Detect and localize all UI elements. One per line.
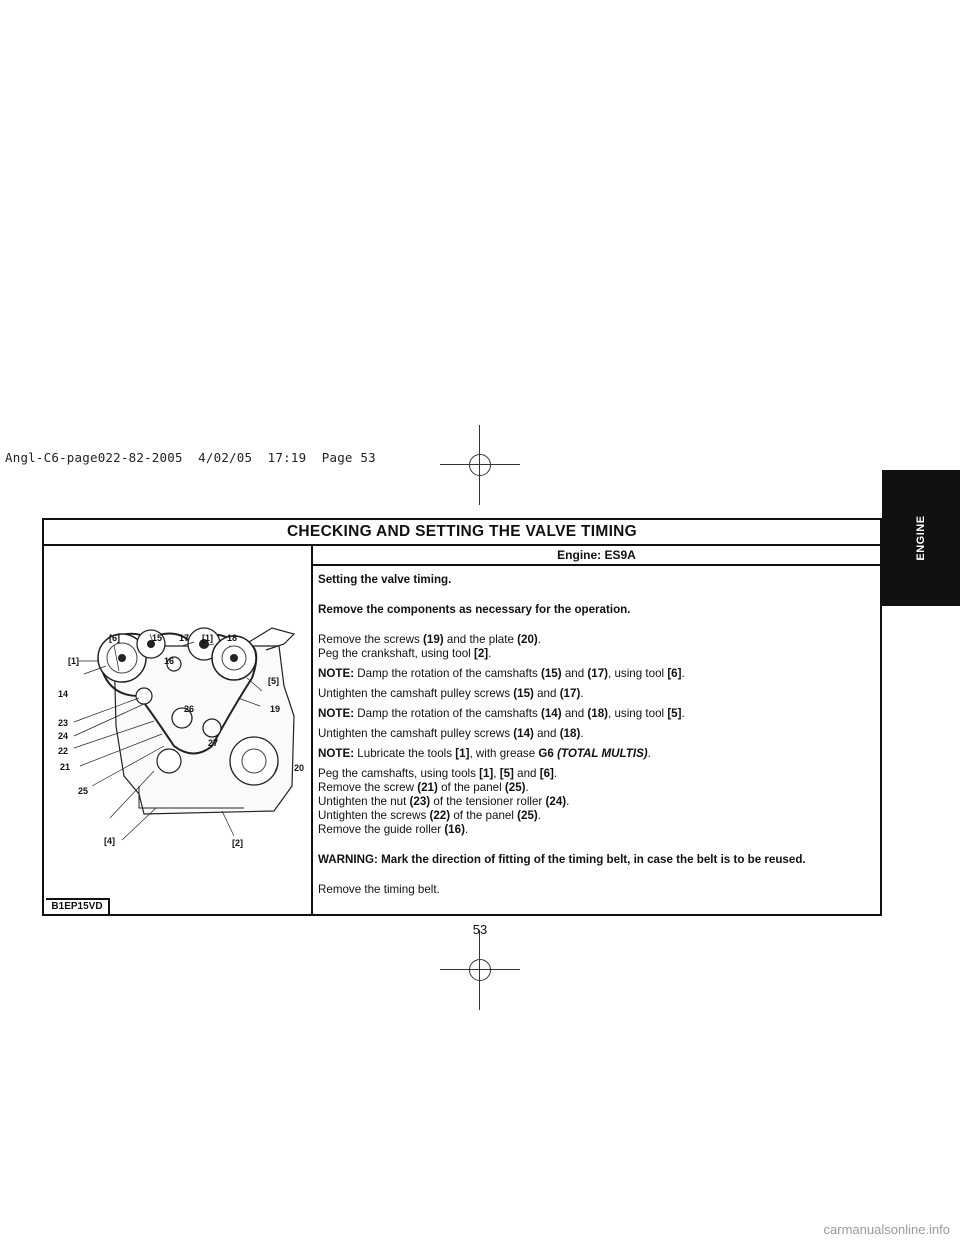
watermark: carmanualsonline.info — [823, 1222, 950, 1237]
step-remove-screw-21: Remove the screw (21) of the panel (25). — [318, 781, 529, 794]
figure-code: B1EP15VD — [46, 898, 110, 914]
svg-text:27: 27 — [208, 738, 219, 748]
svg-text:[1]: [1] — [68, 656, 79, 666]
svg-text:16: 16 — [164, 656, 175, 666]
section-tab-label: ENGINE — [915, 515, 927, 561]
timing-belt-drawing — [44, 546, 311, 914]
column-divider — [311, 546, 313, 914]
note-lubricate: NOTE: Lubricate the tools [1], with grease G6 (TOTAL MULTIS). — [318, 747, 651, 760]
svg-text:[1]: [1] — [202, 633, 213, 643]
svg-text:[6]: [6] — [109, 633, 120, 643]
step-untighten-screws-22: Untighten the screws (22) of the panel (25). — [318, 809, 542, 822]
engine-diagram — [44, 546, 311, 914]
registration-mark-bottom — [440, 930, 520, 1010]
procedure-text — [318, 573, 876, 897]
page-number: 53 — [472, 922, 488, 937]
svg-text:18: 18 — [227, 633, 238, 643]
step-peg-crankshaft: Peg the crankshaft, using tool [2]. — [318, 647, 492, 660]
svg-text:[2]: [2] — [232, 838, 243, 848]
step-remove-guide-roller: Remove the guide roller (16). — [318, 823, 469, 836]
svg-text:24: 24 — [58, 731, 69, 741]
svg-text:19: 19 — [270, 704, 281, 714]
svg-text:26: 26 — [184, 704, 195, 714]
svg-text:15: 15 — [152, 633, 163, 643]
heading-setting: Setting the valve timing. — [318, 573, 452, 586]
svg-text:[5]: [5] — [268, 676, 279, 686]
section-tab-engine[interactable] — [882, 470, 960, 606]
step-remove-screws: Remove the screws (19) and the plate (20). — [318, 633, 542, 646]
svg-text:22: 22 — [58, 746, 69, 756]
engine-label: Engine: ES9A — [313, 546, 880, 566]
svg-text:23: 23 — [58, 718, 69, 728]
print-header: Angl-C6-page022-82-2005 4/02/05 17:19 Page 53 — [5, 450, 376, 465]
svg-text:[4]: [4] — [104, 836, 115, 846]
svg-text:21: 21 — [60, 762, 71, 772]
step-untighten-14-18: Untighten the camshaft pulley screws (14) and (18). — [318, 727, 584, 740]
step-peg-camshafts: Peg the camshafts, using tools [1], [5] and [6]. — [318, 767, 558, 780]
svg-text:14: 14 — [58, 689, 69, 699]
procedure-frame — [42, 518, 882, 916]
note-damp-14-18: NOTE: Damp the rotation of the camshafts (14) and (18), using tool [5]. — [318, 707, 685, 720]
page-title: CHECKING AND SETTING THE VALVE TIMING — [44, 520, 880, 546]
svg-text:17: 17 — [179, 633, 190, 643]
step-untighten-15-17: Untighten the camshaft pulley screws (15) and (17). — [318, 687, 584, 700]
warning-belt-direction: WARNING: Mark the direction of fitting of the timing belt, in case the belt is to be reused. — [318, 853, 806, 866]
step-untighten-nut-23: Untighten the nut (23) of the tensioner roller (24). — [318, 795, 570, 808]
registration-mark-top — [440, 425, 520, 505]
svg-text:25: 25 — [78, 786, 89, 796]
step-remove-belt: Remove the timing belt. — [318, 883, 440, 896]
note-damp-15-17: NOTE: Damp the rotation of the camshafts (15) and (17), using tool [6]. — [318, 667, 685, 680]
heading-remove-components: Remove the components as necessary for the operation. — [318, 603, 631, 616]
svg-text:20: 20 — [294, 763, 305, 773]
